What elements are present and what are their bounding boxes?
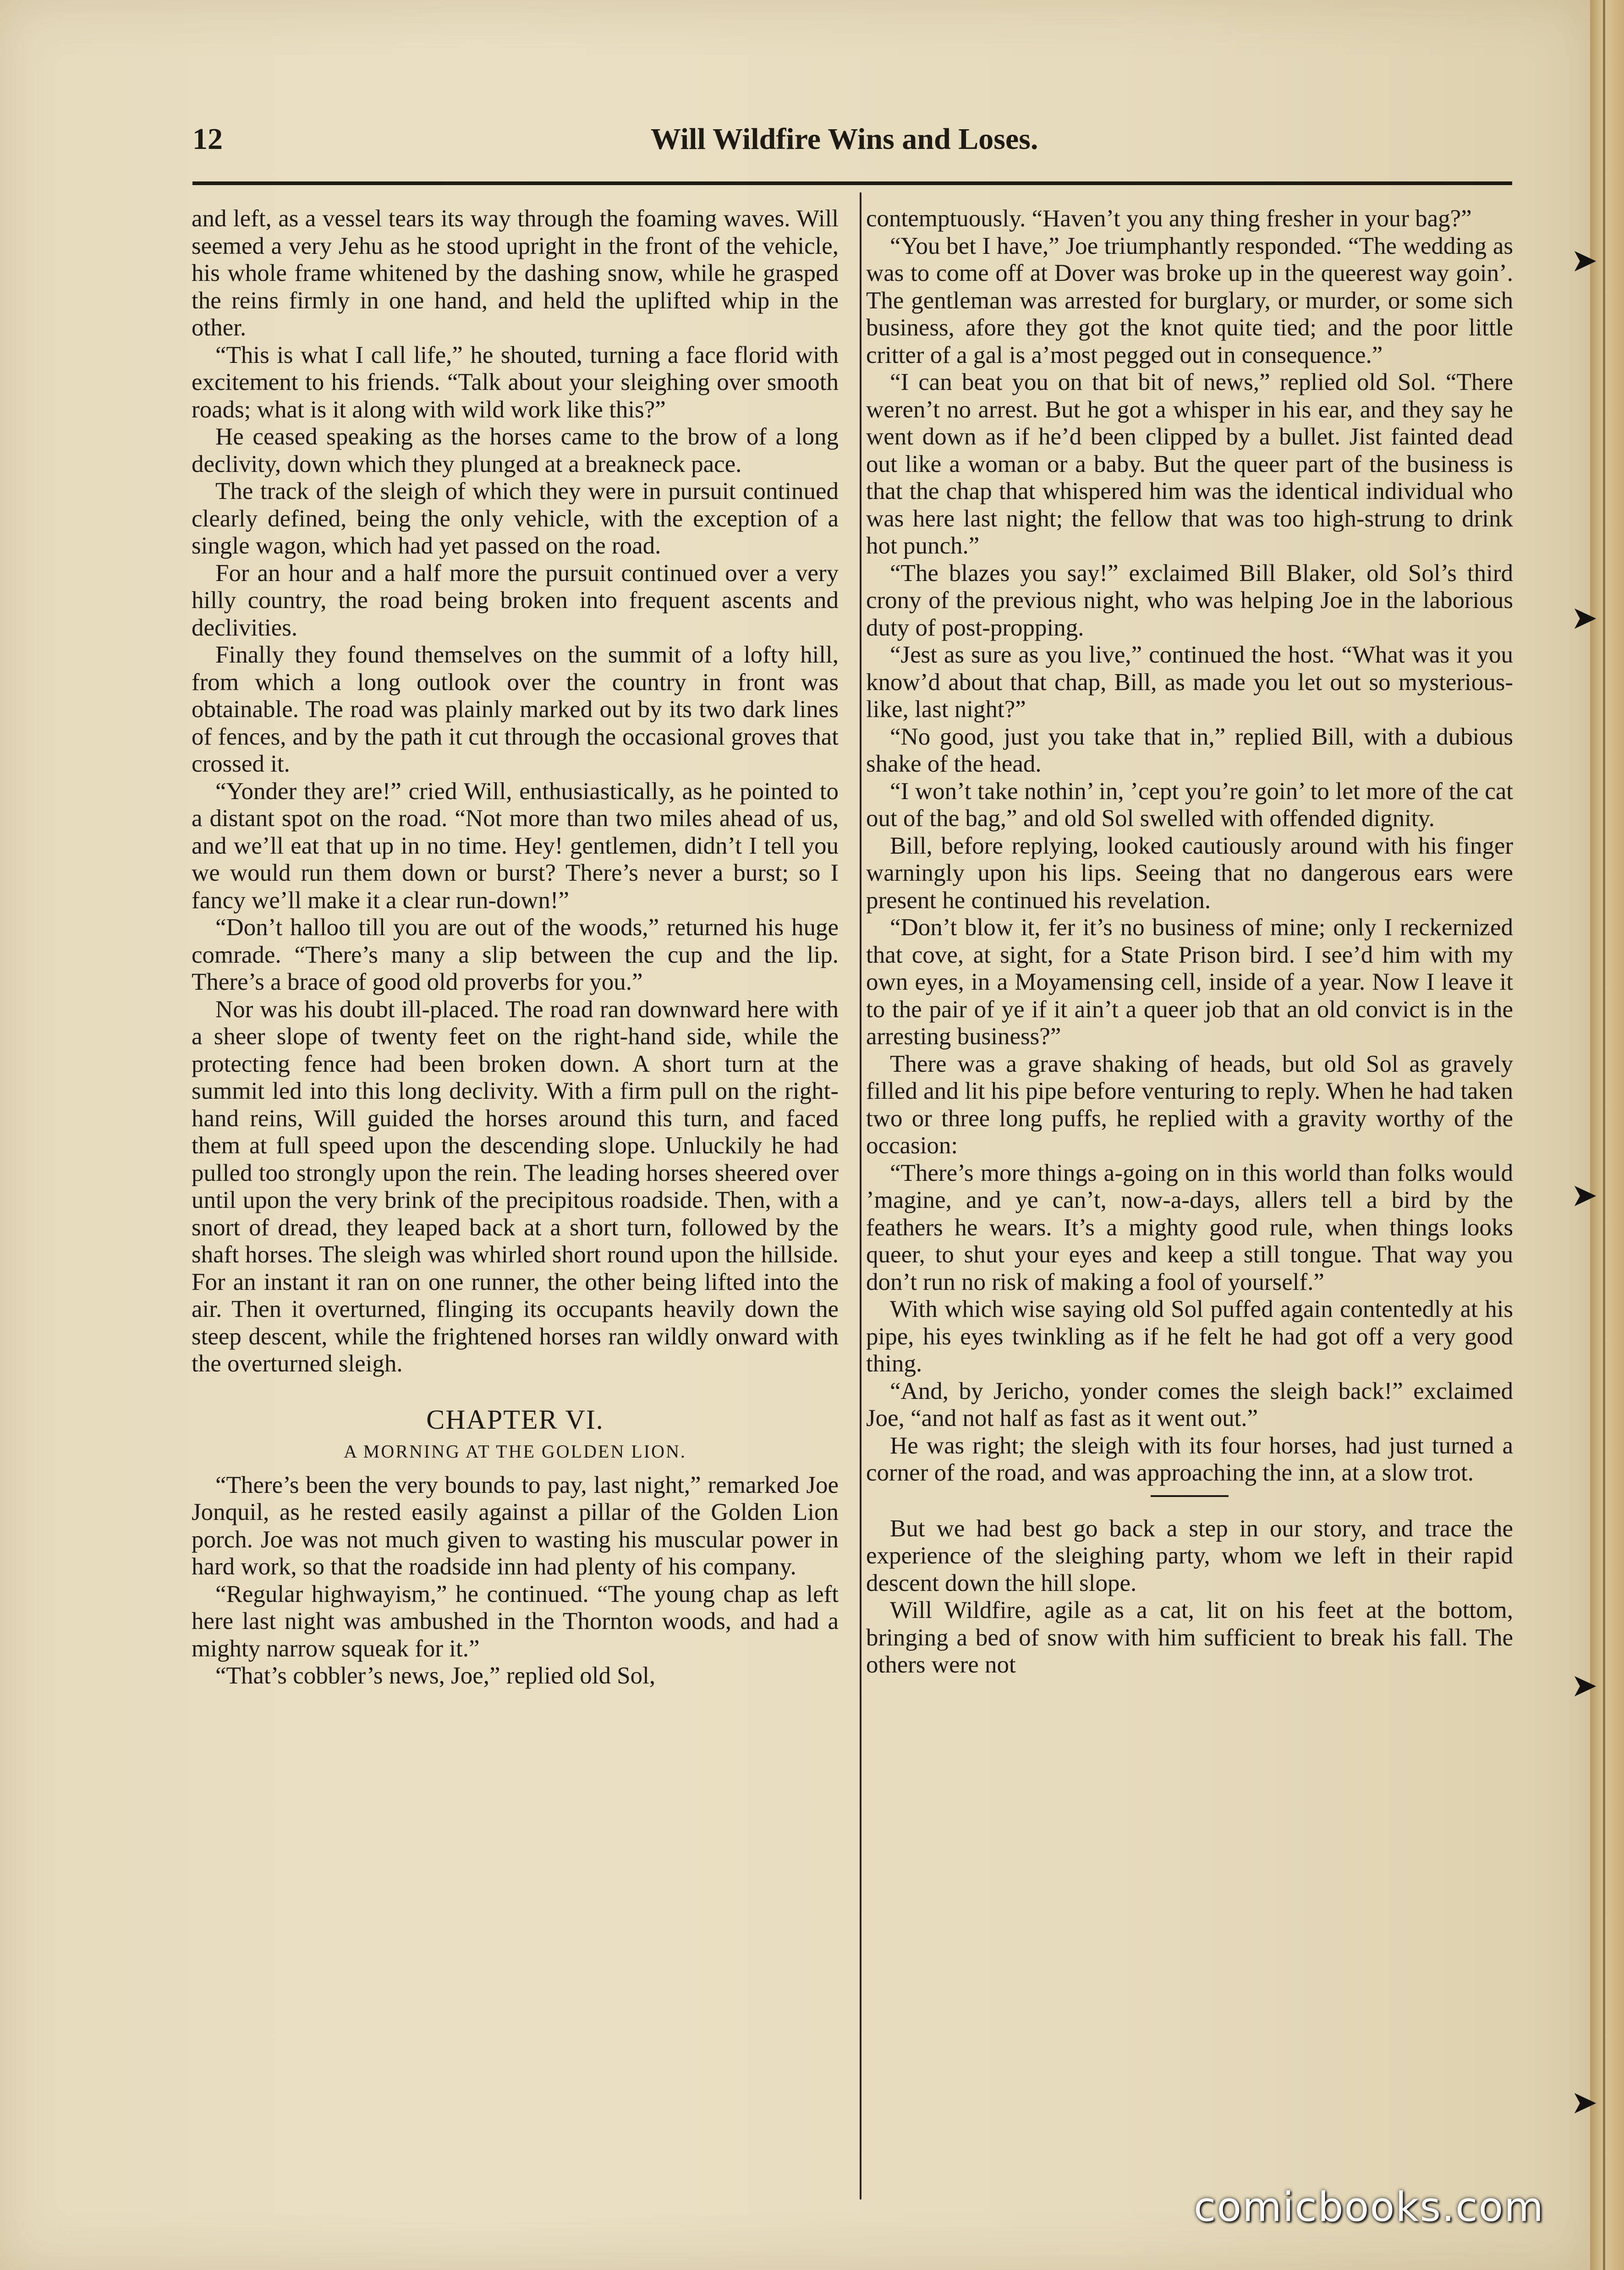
paragraph: Will Wildfire, agile as a cat, lit on his feet at the bottom, bringing a bed of snow with him sufficient to break his fall. The others were not: [866, 1597, 1513, 1678]
paragraph: He ceased speaking as the horses came to the brow of a long declivity, down which they plunged at a breakneck pace.: [192, 423, 839, 477]
paragraph: “Regular highwayism,” he continued. “The young chap as left here last night was ambushed in the Thornton woods, and had a mighty narrow squeak for it.”: [192, 1580, 839, 1662]
left-column: [192, 205, 839, 1690]
paragraph: “You bet I have,” Joe triumphantly responded. “The wedding as was to come off at Dover was broke up in the queerest way goin’. The gentleman was arrested for burglary, or murder, or some sich business, afore they got the knot quite tied; and the poor little critter of a gal is a’most pegged out in consequence.”: [866, 232, 1513, 368]
paragraph: Finally they found themselves on the summit of a lofty hill, from which a long outlook over the country in front was obtainable. The road was plainly marked out by its two dark lines of fences, and by the path it cut through the occasional groves that crossed it.: [192, 642, 839, 777]
header-rule: [192, 181, 1512, 185]
paragraph: “And, by Jericho, yonder comes the sleigh back!” exclaimed Joe, “and not half as fast as it went out.”: [866, 1377, 1513, 1431]
paragraph: The track of the sleigh of which they were in pursuit continued clearly defined, being the only vehicle, with the exception of a single wagon, which had yet passed on the road.: [192, 478, 839, 559]
binding-hole-icon: ➤: [1571, 241, 1598, 279]
column-divider: [860, 192, 861, 2199]
paragraph: “Don’t blow it, fer it’s no business of mine; only I reckernized that cove, at sight, for a State Prison bird. I see’d him with my own eyes, in a Moyamensing cell, inside of a year. Now I leave it to the pair of ye if it ain’t a queer job that an old convict is in the arresting business?”: [866, 914, 1513, 1050]
chapter-subtitle: A MORNING AT THE GOLDEN LION.: [344, 1441, 686, 1462]
paragraph: For an hour and a half more the pursuit continued over a very hilly country, the road being broken into frequent ascents and declivities.: [192, 559, 839, 641]
binding-hole-icon: ➤: [1571, 1667, 1598, 1704]
paragraph: “No good, just you take that in,” replied Bill, with a dubious shake of the head.: [866, 723, 1513, 777]
paragraph: “Yonder they are!” cried Will, enthusiastically, as he pointed to a distant spot on the road. “Not more than two miles ahead of us, and we’ll eat that up in no time. Hey! gentlemen, didn’t I tell you we would run them down or burst? There’s never a burst; so I fancy we’ll make it a clear run-down!”: [192, 778, 839, 914]
paragraph: and left, as a vessel tears its way through the foaming waves. Will seemed a very Jehu as he stood upright in the front of the vehicle, his whole frame whitened by the dashing snow, while he grasped the reins firmly in one hand, and held the uplifted whip in the other.: [192, 205, 839, 341]
paragraph: There was a grave shaking of heads, but old Sol as gravely filled and lit his pipe before venturing to reply. When he had taken two or three long puffs, he replied with a gravity worthy of the occasion:: [866, 1050, 1513, 1159]
section-break-rule: [1151, 1495, 1229, 1497]
chapter-title: CHAPTER VI.: [426, 1404, 604, 1435]
page-number: 12: [192, 122, 223, 156]
paragraph: “That’s cobbler’s news, Joe,” replied old Sol,: [215, 1662, 656, 1689]
watermark-link[interactable]: comicbooks.com: [1194, 2183, 1545, 2231]
paragraph: “Don’t halloo till you are out of the woods,” returned his huge comrade. “There’s many a slip between the cup and the lip. There’s a brace of good old proverbs for you.”: [192, 914, 839, 995]
running-title: Will Wildfire Wins and Loses.: [651, 122, 1038, 156]
paragraph: But we had best go back a step in our story, and trace the experience of the sleighing party, whom we left in their rapid descent down the hill slope.: [866, 1515, 1513, 1596]
paragraph: With which wise saying old Sol puffed again contentedly at his pipe, his eyes twinkling as if he felt he had got off a very good thing.: [866, 1296, 1513, 1377]
page-spine: [1590, 0, 1624, 2270]
spine-edge-line: [1603, 0, 1605, 2270]
paragraph: “Jest as sure as you live,” continued the host. “What was it you know’d about that chap, Bill, as made you let out so mysterious-like, last night?”: [866, 642, 1513, 723]
paragraph: “There’s more things a-going on in this world than folks would ’magine, and ye can’t, now-a-days, allers tell a bird by the feathers he wears. It’s a mighty good rule, when things looks queer, to shut your eyes and keep a still tongue. That way you don’t run no risk of making a fool of yourself.”: [866, 1159, 1513, 1295]
binding-hole-icon: ➤: [1571, 1176, 1598, 1214]
paragraph: Bill, before replying, looked cautiously around with his finger warningly upon his lips. Seeing that no dangerous ears were present he continued his revelation.: [866, 832, 1513, 914]
binding-hole-icon: ➤: [1571, 599, 1598, 636]
paragraph: “This is what I call life,” he shouted, turning a face florid with excitement to his friends. “Talk about your sleighing over smooth roads; what is it along with wild work like this?”: [192, 341, 839, 423]
paragraph: “I won’t take nothin’ in, ’cept you’re goin’ to let more of the cat out of the bag,” and old Sol swelled with offended dignity.: [866, 778, 1513, 832]
paragraph: “There’s been the very bounds to pay, last night,” remarked Joe Jonquil, as he rested easily against a pillar of the Golden Lion porch. Joe was not much given to wasting his muscular power in hard work, so that the roadside inn had plenty of his company.: [192, 1471, 839, 1580]
page-header: [192, 122, 1512, 172]
right-column: [866, 205, 1513, 1679]
paragraph: He was right; the sleigh with its four horses, had just turned a corner of the road, and was approaching the inn, at a slow trot.: [866, 1432, 1513, 1486]
paragraph: Nor was his doubt ill-placed. The road ran downward here with a sheer slope of twenty feet on the right-hand side, while the protecting fence had been broken down. A short turn at the summit led into this long declivity. With a firm pull on the right-hand reins, Will guided the horses around this turn, and faced them at full speed upon the descending slope. Unluckily he had pulled too strongly upon the rein. The leading horses sheered over until upon the very brink of the precipitous roadside. Then, with a snort of dread, they leaped back at a short turn, followed by the shaft horses. The sleigh was whirled short round upon the hillside. For an instant it ran on one runner, the other being lifted into the air. Then it overturned, flinging its occupants heavily down the steep descent, while the frightened horses ran wildly onward with the overturned sleigh.: [192, 996, 839, 1377]
paragraph: “The blazes you say!” exclaimed Bill Blaker, old Sol’s third crony of the previous night, who was helping Joe in the laborious duty of post-propping.: [866, 559, 1513, 641]
paragraph: “I can beat you on that bit of news,” replied old Sol. “There weren’t no arrest. But he got a whisper in his ear, and they say he went down as if he’d been clipped by a bullet. Jist fainted dead out like a woman or a baby. But the queer part of the business is that the chap that whispered him was the identical individual who was here last night; the fellow that was too high-strung to drink hot punch.”: [866, 369, 1513, 559]
binding-hole-icon: ➤: [1571, 2084, 1598, 2121]
paragraph: contemptuously. “Haven’t you any thing fresher in your bag?”: [866, 205, 1472, 232]
